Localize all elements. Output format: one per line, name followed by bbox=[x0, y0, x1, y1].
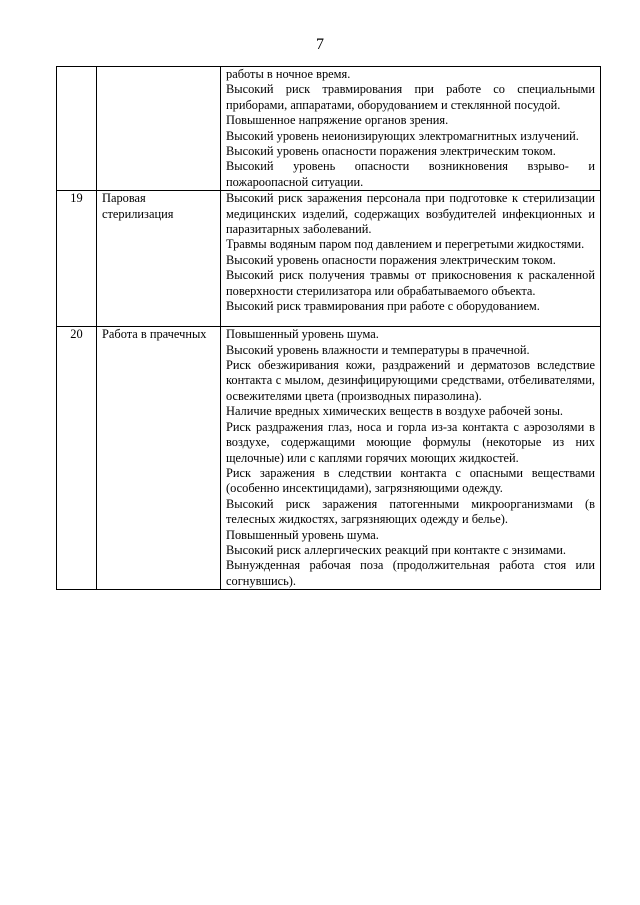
risk-item: Высокий риск заражения патогенными микроорганизмами (в телесных жидкостях, загрязняющих одежду и белье). bbox=[226, 496, 595, 527]
risk-item: Высокий уровень опасности поражения электрическим током. bbox=[226, 252, 556, 267]
risk-item: работы в ночное время. bbox=[226, 67, 351, 81]
table-row bbox=[57, 327, 601, 590]
risk-item: Высокий риск аллергических реакций при контакте с энзимами. bbox=[226, 542, 566, 557]
risk-list bbox=[221, 327, 601, 590]
risk-table bbox=[56, 66, 601, 590]
risk-list bbox=[221, 191, 601, 327]
work-type bbox=[97, 67, 221, 191]
risk-item: Риск заражения в следствии контакта с опасными веществами (особенно инсектицидами), загрязняющими одежду. bbox=[226, 465, 595, 496]
row-number: 19 bbox=[57, 191, 97, 327]
table-row bbox=[57, 67, 601, 191]
risk-item: Высокий риск травмирования при работе с оборудованием. bbox=[226, 299, 540, 314]
table-row bbox=[57, 191, 601, 327]
risk-item: Повышенное напряжение органов зрения. bbox=[226, 113, 449, 128]
risk-item: Риск раздражения глаз, носа и горла из-за контакта с аэрозолями в воздухе, содержащими моющие формулы (некоторые из них щелочные) или с каплями горячих моющих жидкостей. bbox=[226, 419, 595, 465]
risk-item: Высокий риск травмирования при работе со специальными приборами, аппаратами, оборудованием и стеклянной посудой. bbox=[226, 82, 595, 112]
risk-item: Наличие вредных химических веществ в воздухе рабочей зоны. bbox=[226, 404, 564, 419]
risk-item: Высокий риск заражения персонала при подготовке к стерилизации медицинских изделий, содержащих возбудителей инфекционных и паразитарных заболеваний. bbox=[226, 191, 595, 237]
work-type: Работа в прачечных bbox=[97, 327, 221, 590]
risk-item: Высокий риск получения травмы от прикосновения к раскаленной поверхности стерилизатора или обрабатываемого объекта. bbox=[226, 268, 595, 298]
risk-item: Высокий уровень неионизирующих электромагнитных излучений. bbox=[226, 128, 579, 143]
row-number: 20 bbox=[57, 327, 97, 590]
risk-item: Высокий уровень опасности поражения электрическим током. bbox=[226, 144, 556, 159]
row-number bbox=[57, 67, 97, 191]
risk-item: Вынужденная рабочая поза (продолжительная работа стоя или согнувшись). bbox=[226, 558, 595, 588]
risk-item: Высокий уровень влажности и температуры в прачечной. bbox=[226, 342, 530, 357]
risk-item: Травмы водяным паром под давлением и перегретыми жидкостями. bbox=[226, 237, 585, 252]
risk-item: Повышенный уровень шума. bbox=[226, 327, 379, 342]
work-type: Паровая стерилизация bbox=[97, 191, 221, 327]
risk-item: Высокий уровень опасности возникновения взрыво- и пожароопасной ситуации. bbox=[226, 159, 595, 189]
page-number: 7 bbox=[316, 36, 324, 53]
risk-list bbox=[221, 67, 601, 191]
risk-item: Повышенный уровень шума. bbox=[226, 527, 379, 542]
risk-item: Риск обезжиривания кожи, раздражений и дерматозов вследствие контакта с мылом, дезинфицирующими средствами, отбеливателями, освежителями цвета (производных пиразолина). bbox=[226, 358, 595, 403]
